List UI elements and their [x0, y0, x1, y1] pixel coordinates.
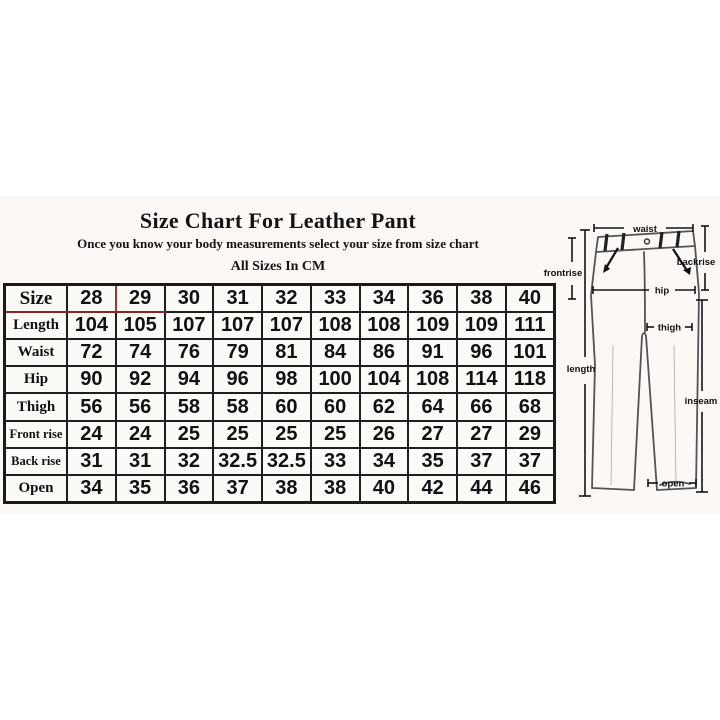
table-row: [5, 366, 555, 393]
size-value-header: 38: [457, 285, 506, 313]
size-table: [3, 283, 556, 504]
page-title: Size Chart For Leather Pant: [139, 208, 417, 233]
table-row: [5, 448, 555, 475]
header-block: [0, 208, 556, 275]
size-value-header: 34: [360, 285, 409, 313]
diagram-label-open: open: [661, 478, 685, 490]
cell-value: 31: [67, 448, 116, 475]
table-header-row: [5, 285, 555, 313]
cell-value: 34: [360, 448, 409, 475]
cell-value: 35: [408, 448, 457, 475]
row-label: Front rise: [5, 421, 68, 448]
diagram-label-length: length: [566, 364, 596, 375]
diagram-label-waist: waist: [633, 224, 657, 235]
cell-value: 24: [116, 421, 165, 448]
cell-value: 64: [408, 393, 457, 420]
cell-value: 44: [457, 475, 506, 503]
cell-value: 24: [67, 421, 116, 448]
cell-value: 60: [311, 393, 360, 420]
row-label: Thigh: [5, 393, 68, 420]
cell-value: 46: [506, 475, 555, 503]
cell-value: 111: [506, 312, 555, 339]
cell-value: 81: [262, 339, 311, 366]
cell-value: 33: [311, 448, 360, 475]
table-row: [5, 475, 555, 503]
cell-value: 58: [213, 393, 262, 420]
cell-value: 98: [262, 366, 311, 393]
cell-value: 34: [67, 475, 116, 503]
cell-value: 38: [311, 475, 360, 503]
cell-value: 108: [360, 312, 409, 339]
cell-value: 107: [213, 312, 262, 339]
units-note: All Sizes In CM: [230, 259, 326, 274]
size-value-header: 32: [262, 285, 311, 313]
cell-value: 37: [457, 448, 506, 475]
cell-value: 74: [116, 339, 165, 366]
cell-value: 26: [360, 421, 409, 448]
size-value-header: 30: [165, 285, 214, 313]
cell-value: 25: [165, 421, 214, 448]
diagram-label-backrise: backrise: [676, 257, 716, 268]
table-row: [5, 312, 555, 339]
cell-value: 29: [506, 421, 555, 448]
cell-value: 91: [408, 339, 457, 366]
size-column-header: Size: [5, 285, 68, 313]
cell-value: 32.5: [262, 448, 311, 475]
cell-value: 32.5: [213, 448, 262, 475]
cell-value: 58: [165, 393, 214, 420]
cell-value: 104: [67, 312, 116, 339]
size-value-header: 28: [67, 285, 116, 313]
cell-value: 108: [408, 366, 457, 393]
cell-value: 92: [116, 366, 165, 393]
size-value-header: 31: [213, 285, 262, 313]
table-row: [5, 393, 555, 420]
cell-value: 96: [213, 366, 262, 393]
diagram-label-thigh: thigh: [657, 322, 682, 334]
cell-value: 94: [165, 366, 214, 393]
cell-value: 72: [67, 339, 116, 366]
cell-value: 37: [213, 475, 262, 503]
size-value-header: 33: [311, 285, 360, 313]
cell-value: 100: [311, 366, 360, 393]
diagram-label-frontrise: frontrise: [543, 268, 583, 279]
cell-value: 35: [116, 475, 165, 503]
cell-value: 42: [408, 475, 457, 503]
cell-value: 114: [457, 366, 506, 393]
cell-value: 90: [67, 366, 116, 393]
cell-value: 108: [311, 312, 360, 339]
diagram-label-hip: hip: [654, 285, 670, 297]
cell-value: 109: [408, 312, 457, 339]
cell-value: 31: [116, 448, 165, 475]
cell-value: 84: [311, 339, 360, 366]
cell-value: 36: [165, 475, 214, 503]
button-icon: [645, 239, 650, 244]
table-row: [5, 421, 555, 448]
cell-value: 107: [262, 312, 311, 339]
cell-value: 107: [165, 312, 214, 339]
cell-value: 25: [311, 421, 360, 448]
cell-value: 66: [457, 393, 506, 420]
cell-value: 60: [262, 393, 311, 420]
cell-value: 86: [360, 339, 409, 366]
cell-value: 27: [457, 421, 506, 448]
cell-value: 40: [360, 475, 409, 503]
size-value-header: 36: [408, 285, 457, 313]
cell-value: 101: [506, 339, 555, 366]
row-label: Open: [5, 475, 68, 503]
cell-value: 25: [262, 421, 311, 448]
cell-value: 27: [408, 421, 457, 448]
cell-value: 32: [165, 448, 214, 475]
crease-lines: [611, 345, 676, 485]
cell-value: 56: [67, 393, 116, 420]
cell-value: 25: [213, 421, 262, 448]
table-row: [5, 339, 555, 366]
subtitle: Once you know your body measurements select your size from size chart: [77, 236, 479, 251]
cell-value: 79: [213, 339, 262, 366]
cell-value: 105: [116, 312, 165, 339]
cell-value: 118: [506, 366, 555, 393]
cell-value: 56: [116, 393, 165, 420]
cell-value: 68: [506, 393, 555, 420]
cell-value: 38: [262, 475, 311, 503]
size-value-header: 29: [116, 285, 165, 313]
cell-value: 62: [360, 393, 409, 420]
diagram-label-inseam: inseam: [684, 396, 718, 407]
cell-value: 104: [360, 366, 409, 393]
row-label: Length: [5, 312, 68, 339]
row-label: Waist: [5, 339, 68, 366]
cell-value: 109: [457, 312, 506, 339]
row-label: Back rise: [5, 448, 68, 475]
cell-value: 76: [165, 339, 214, 366]
size-table-body: [5, 285, 555, 503]
cell-value: 96: [457, 339, 506, 366]
cell-value: 37: [506, 448, 555, 475]
pants-measurement-diagram: [540, 205, 720, 505]
row-label: Hip: [5, 366, 68, 393]
size-value-header: 40: [506, 285, 555, 313]
